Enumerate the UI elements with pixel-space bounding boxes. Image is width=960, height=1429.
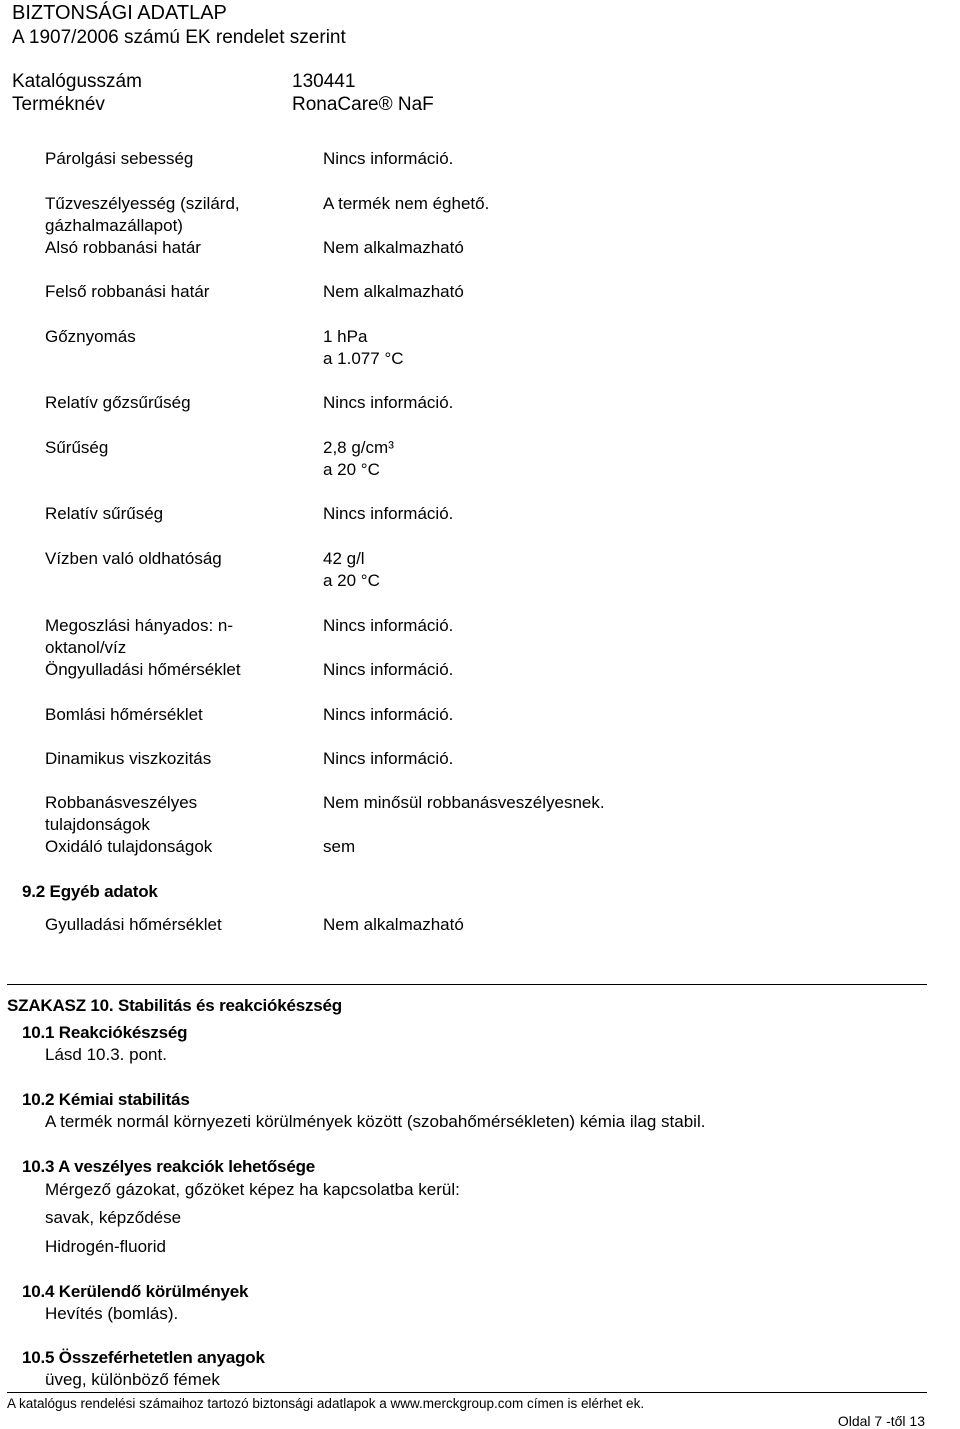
property-label: Bomlási hőmérséklet bbox=[45, 705, 203, 724]
property-value: 2,8 g/cm³ bbox=[323, 438, 394, 457]
property-label: Sűrűség bbox=[45, 438, 109, 457]
conditions-avoid-text: Hevítés (bomlás). bbox=[45, 1304, 179, 1323]
footer-note: A katalógus rendelési számaihoz tartozó biztonsági adatlapok a www.merckgroup.com címen is elérhet ek. bbox=[7, 1396, 645, 1411]
property-label: Robbanásveszélyes bbox=[45, 793, 198, 812]
footer-divider bbox=[7, 1392, 927, 1393]
property-value: sem bbox=[323, 837, 356, 856]
regulation-subtitle: A 1907/2006 számú EK rendelet szerint bbox=[12, 27, 346, 48]
property-value: Nincs információ. bbox=[323, 705, 454, 724]
incompatible-materials-text: üveg, különböző fémek bbox=[45, 1370, 220, 1389]
property-label: Párolgási sebesség bbox=[45, 149, 194, 168]
property-value: a 1.077 °C bbox=[323, 349, 404, 368]
property-value: Nincs információ. bbox=[323, 616, 454, 635]
chemical-stability-text: A termék normál környezeti körülmények között (szobahőmérsékleten) kémia ilag stabil. bbox=[45, 1112, 706, 1131]
reactivity-heading: 10.1 Reakciókészség bbox=[22, 1023, 188, 1042]
property-value: a 20 °C bbox=[323, 460, 380, 479]
product-label: Terméknév bbox=[12, 94, 105, 115]
section-divider bbox=[7, 984, 927, 985]
conditions-avoid-heading: 10.4 Kerülendő körülmények bbox=[22, 1282, 249, 1301]
catalog-label: Katalógusszám bbox=[12, 71, 142, 92]
document-title: BIZTONSÁGI ADATLAP bbox=[12, 2, 227, 24]
property-value: Nincs információ. bbox=[323, 504, 454, 523]
property-label: Dinamikus viszkozitás bbox=[45, 749, 212, 768]
property-label: Alsó robbanási határ bbox=[45, 238, 201, 257]
hazardous-reactions-item: Hidrogén-fluorid bbox=[45, 1237, 166, 1256]
property-value: a 20 °C bbox=[323, 571, 380, 590]
property-value: A termék nem éghető. bbox=[323, 194, 490, 213]
reactivity-text: Lásd 10.3. pont. bbox=[45, 1045, 167, 1064]
property-label: Relatív sűrűség bbox=[45, 504, 164, 523]
property-value: Nem minősül robbanásveszélyesnek. bbox=[323, 793, 605, 812]
chemical-stability-heading: 10.2 Kémiai stabilitás bbox=[22, 1090, 190, 1109]
page-number: Oldal 7 -től 13 bbox=[837, 1413, 925, 1429]
property-label: Gőznyomás bbox=[45, 327, 136, 346]
property-value: Nincs információ. bbox=[323, 749, 454, 768]
property-label: oktanol/víz bbox=[45, 638, 127, 657]
section10-heading: SZAKASZ 10. Stabilitás és reakciókészség bbox=[7, 996, 342, 1015]
property-label: Oxidáló tulajdonságok bbox=[45, 837, 213, 856]
hazardous-reactions-heading: 10.3 A veszélyes reakciók lehetősége bbox=[22, 1157, 316, 1176]
property-label: Megoszlási hányados: n- bbox=[45, 616, 234, 635]
property-label: Tűzveszélyesség (szilárd, bbox=[45, 194, 240, 213]
other-data-heading: 9.2 Egyéb adatok bbox=[22, 882, 158, 901]
ignition-temp-value: Nem alkalmazható bbox=[323, 915, 464, 934]
ignition-temp-label: Gyulladási hőmérséklet bbox=[45, 915, 222, 934]
property-label: tulajdonságok bbox=[45, 815, 150, 834]
property-value: Nincs információ. bbox=[323, 660, 454, 679]
property-value: Nincs információ. bbox=[323, 149, 454, 168]
property-label: Öngyulladási hőmérséklet bbox=[45, 660, 241, 679]
property-label: gázhalmazállapot) bbox=[45, 216, 183, 235]
incompatible-materials-heading: 10.5 Összeférhetetlen anyagok bbox=[22, 1348, 265, 1367]
hazardous-reactions-text: Mérgező gázokat, gőzöket képez ha kapcsolatba kerül: bbox=[45, 1180, 460, 1199]
product-value: RonaCare® NaF bbox=[292, 94, 434, 115]
property-value: Nincs információ. bbox=[323, 393, 454, 412]
catalog-value: 130441 bbox=[292, 71, 356, 92]
property-label: Relatív gőzsűrűség bbox=[45, 393, 191, 412]
hazardous-reactions-item: savak, képződése bbox=[45, 1208, 182, 1227]
property-value: Nem alkalmazható bbox=[323, 238, 464, 257]
property-label: Vízben való oldhatóság bbox=[45, 549, 222, 568]
property-label: Felső robbanási határ bbox=[45, 282, 210, 301]
property-value: 1 hPa bbox=[323, 327, 368, 346]
property-value: Nem alkalmazható bbox=[323, 282, 464, 301]
property-value: 42 g/l bbox=[323, 549, 365, 568]
